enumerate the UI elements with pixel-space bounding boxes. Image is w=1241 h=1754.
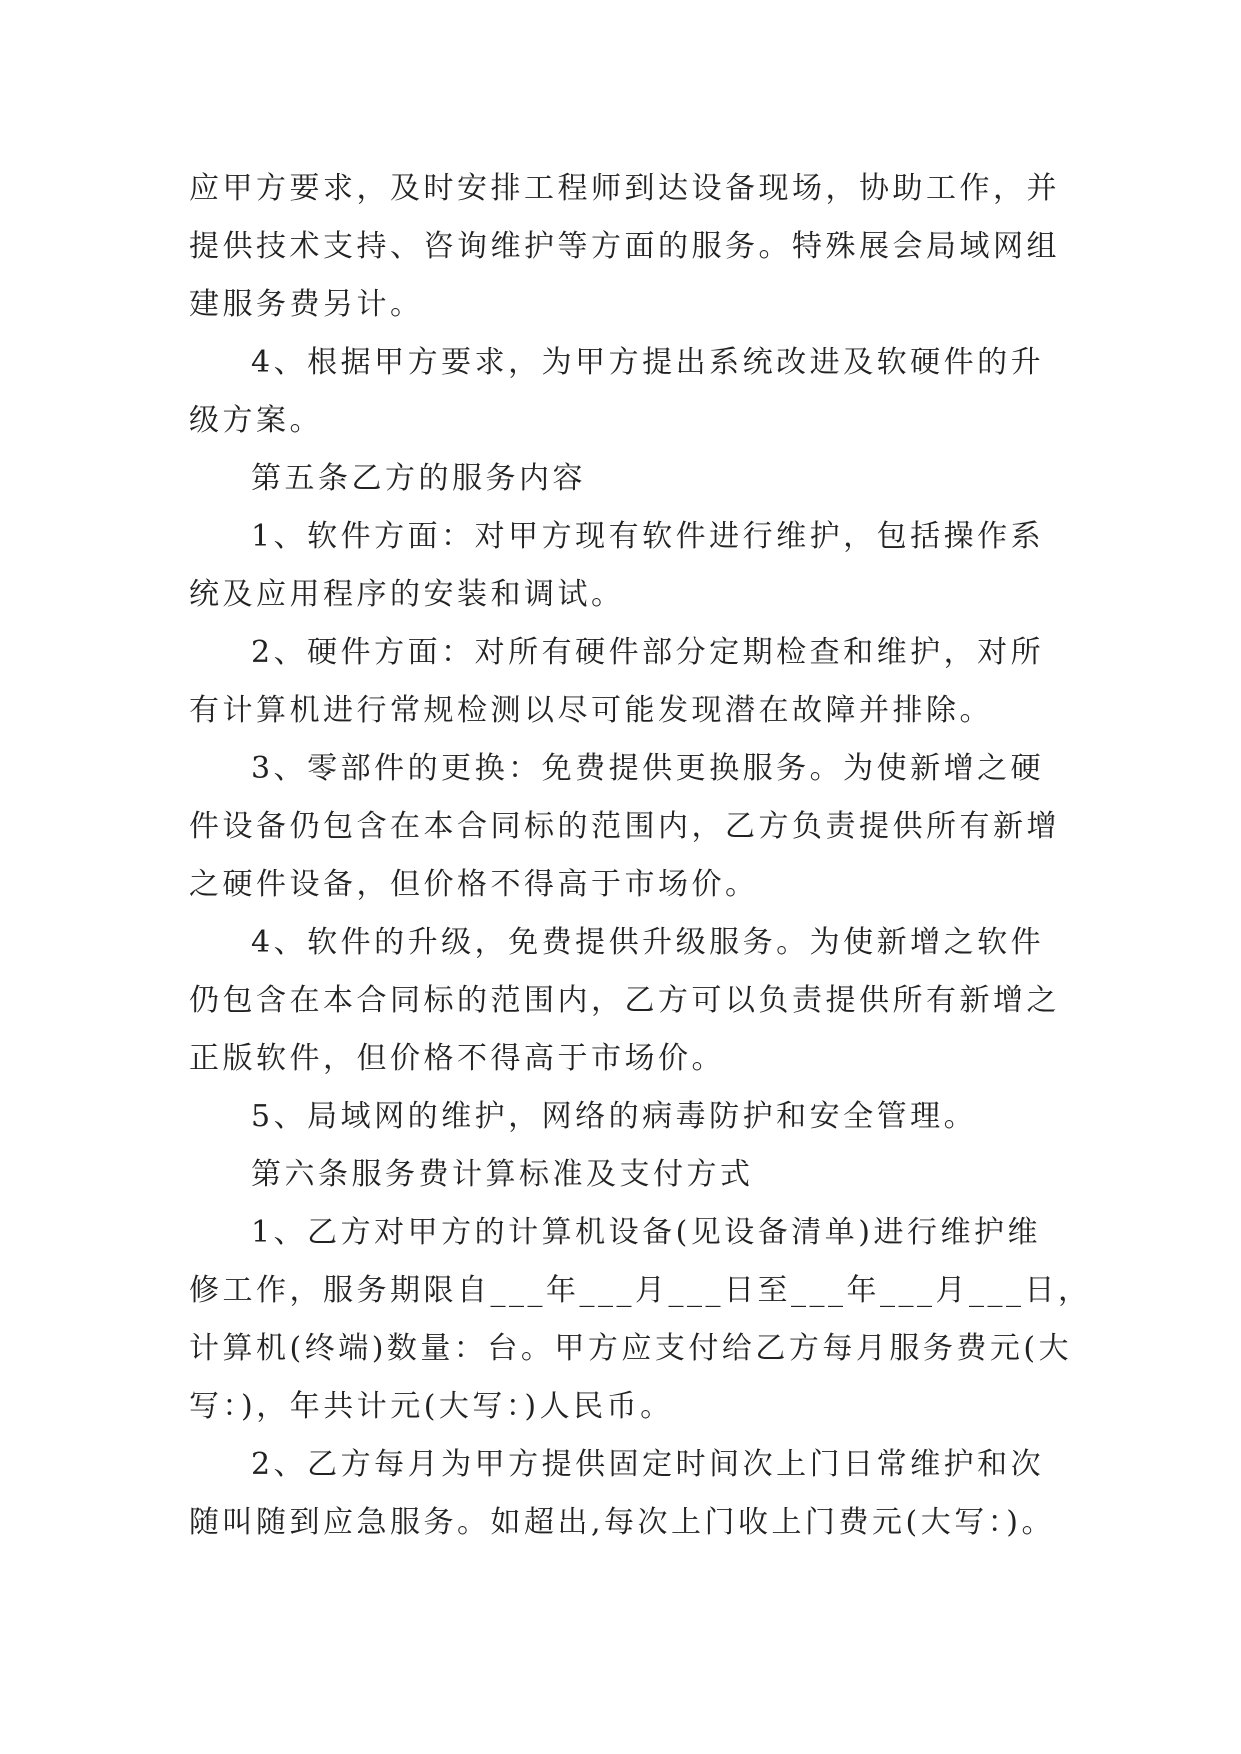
paragraph-line: 修工作，服务期限自___年___月___日至___年___月___日， xyxy=(189,1273,1092,1308)
paragraph-line: 随叫随到应急服务。如超出,每次上门收上门费元(大写：)。 xyxy=(189,1505,1055,1540)
paragraph-line: 3、零部件的更换：免费提供更换服务。为使新增之硬 xyxy=(251,751,1045,786)
paragraph-line: 2、乙方每月为甲方提供固定时间次上门日常维护和次 xyxy=(251,1447,1045,1482)
document-body xyxy=(189,160,1092,1552)
paragraph-line: 2、硬件方面：对所有硬件部分定期检查和维护，对所 xyxy=(251,635,1045,670)
paragraph-line: 级方案。 xyxy=(189,403,323,438)
paragraph-line: 之硬件设备，但价格不得高于市场价。 xyxy=(189,867,759,902)
paragraph-line: 有计算机进行常规检测以尽可能发现潜在故障并排除。 xyxy=(189,693,993,728)
paragraph-line: 计算机(终端)数量：台。甲方应支付给乙方每月服务费元(大 xyxy=(189,1331,1073,1366)
paragraph-line: 1、乙方对甲方的计算机设备(见设备清单)进行维护维 xyxy=(251,1215,1041,1250)
paragraph-line: 4、软件的升级，免费提供升级服务。为使新增之软件 xyxy=(251,925,1045,960)
paragraph-line: 提供技术支持、咨询维护等方面的服务。特殊展会局域网组 xyxy=(189,229,1060,264)
paragraph-line: 5、局域网的维护，网络的病毒防护和安全管理。 xyxy=(251,1099,978,1134)
paragraph-line: 统及应用程序的安装和调试。 xyxy=(189,577,625,612)
paragraph-line: 正版软件，但价格不得高于市场价。 xyxy=(189,1041,725,1076)
paragraph-line: 写：)，年共计元(大写：)人民币。 xyxy=(189,1389,674,1424)
paragraph-line: 建服务费另计。 xyxy=(189,287,424,322)
paragraph-line: 件设备仍包含在本合同标的范围内，乙方负责提供所有新增 xyxy=(189,809,1060,844)
section-heading: 第六条服务费计算标准及支付方式 xyxy=(251,1157,754,1192)
paragraph-line: 仍包含在本合同标的范围内，乙方可以负责提供所有新增之 xyxy=(189,983,1060,1018)
paragraph-line: 1、软件方面：对甲方现有软件进行维护，包括操作系 xyxy=(251,519,1045,554)
paragraph-line: 4、根据甲方要求，为甲方提出系统改进及软硬件的升 xyxy=(251,345,1045,380)
paragraph-line: 应甲方要求，及时安排工程师到达设备现场，协助工作，并 xyxy=(189,171,1060,206)
section-heading: 第五条乙方的服务内容 xyxy=(251,461,586,496)
